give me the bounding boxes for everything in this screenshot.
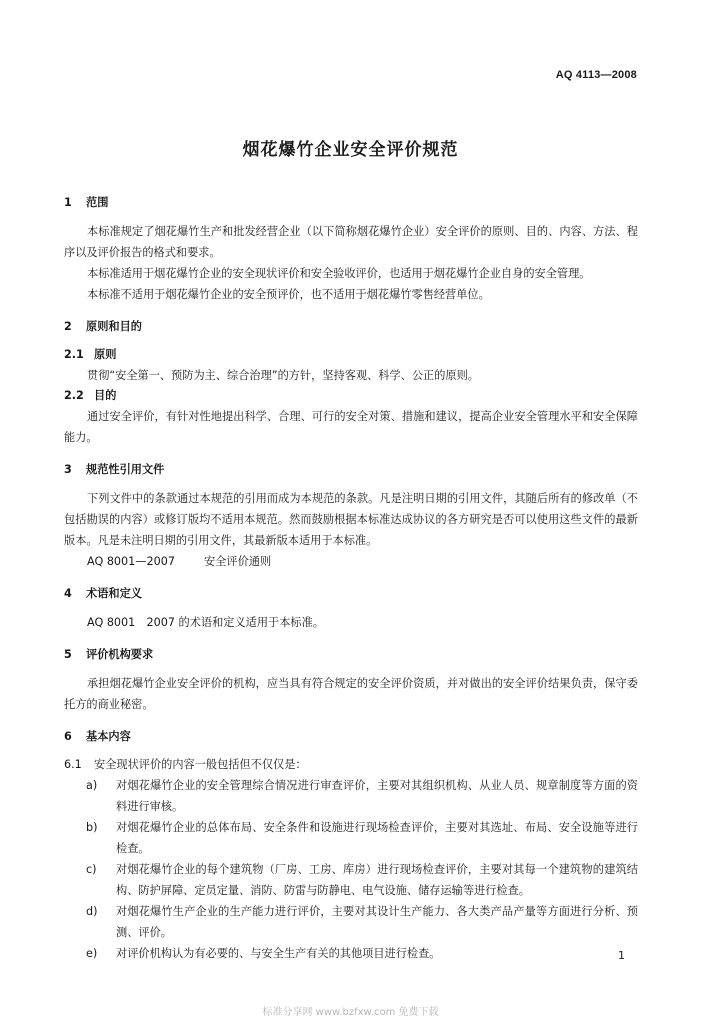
subsection-heading: 6.1 安全现状评价的内容一般包括但不仅仅是： xyxy=(64,758,307,771)
section-heading: 5 评价机构要求 xyxy=(64,648,154,661)
standard-code: AQ 4113—2008 xyxy=(555,69,637,81)
reference-title: 安全评价通则 xyxy=(204,555,272,568)
list-item: b) 对烟花爆竹企业的总体布局、安全条件和设施进行现场检查评价，主要对其选址、布局、安全设施等进行检查。 xyxy=(86,821,638,855)
document-title: 烟花爆竹企业安全评价规范 xyxy=(242,140,459,160)
page-number: 1 xyxy=(618,949,625,962)
subsection-heading: 2.2 目的 xyxy=(64,389,117,402)
list-item: c) 对烟花爆竹企业的每个建筑物（厂房、工房、库房）进行现场检查评价，主要对其每一个建筑物的建筑结构、防护屏障、定员定量、消防、防雷与防静电、电气设施、储存运输等进行检查。 xyxy=(86,863,638,897)
list-item: e) 对评价机构认为有必要的、与安全生产有关的其他项目进行检查。 xyxy=(86,947,441,960)
document-body xyxy=(64,193,638,964)
normative-reference xyxy=(64,551,638,572)
section-heading: 6 基本内容 xyxy=(64,730,131,743)
paragraph: 贯彻“安全第一、预防为主、综合治理”的方针，坚持客观、科学、公正的原则。 xyxy=(87,369,479,382)
reference-code: AQ 8001—2007 xyxy=(87,555,175,568)
paragraph: AQ 8001 2007 的术语和定义适用于本标准。 xyxy=(87,616,324,629)
paragraph: 本标准规定了烟花爆竹生产和批发经营企业（以下简称烟花爆竹企业）安全评价的原则、目的、内容、方法、程序以及评价报告的格式和要求。 xyxy=(64,225,638,259)
paragraph: 承担烟花爆竹企业安全评价的机构，应当具有符合规定的安全评价资质，并对做出的安全评价结果负责，保守委托方的商业秘密。 xyxy=(64,677,638,711)
section-heading: 2 原则和目的 xyxy=(64,320,142,333)
list-item: d) 对烟花爆竹生产企业的生产能力进行评价，主要对其设计生产能力、各大类产品产量等方面进行分析、预测、评价。 xyxy=(86,905,638,939)
section-heading: 1 范围 xyxy=(64,196,109,209)
section-heading: 4 术语和定义 xyxy=(64,587,142,600)
paragraph: 通过安全评价，有针对性地提出科学、合理、可行的安全对策、措施和建议，提高企业安全管理水平和安全保障能力。 xyxy=(64,410,638,444)
paragraph: 本标准不适用于烟花爆竹企业的安全预评价，也不适用于烟花爆竹零售经营单位。 xyxy=(87,288,490,301)
section-heading: 3 规范性引用文件 xyxy=(64,463,165,476)
paragraph: 下列文件中的条款通过本规范的引用而成为本规范的条款。凡是注明日期的引用文件，其随后所有的修改单（不包括勘误的内容）或修订版均不适用本规范。然而鼓励根据本标准达成协议的各方研究是否可以使用这些文件的最新版本。凡是未注明日期的引用文件，其最新版本适用于本标准。 xyxy=(64,492,638,547)
watermark-text: 标准分享网 www.bzfxw.com 免费下载 xyxy=(262,1007,439,1018)
subsection-heading: 2.1 原则 xyxy=(64,348,117,361)
list-item: a) 对烟花爆竹企业的安全管理综合情况进行审查评价，主要对其组织机构、从业人员、规章制度等方面的资料进行审核。 xyxy=(86,779,638,813)
paragraph: 本标准适用于烟花爆竹企业的安全现状评价和安全验收评价，也适用于烟花爆竹企业自身的安全管理。 xyxy=(87,267,591,280)
